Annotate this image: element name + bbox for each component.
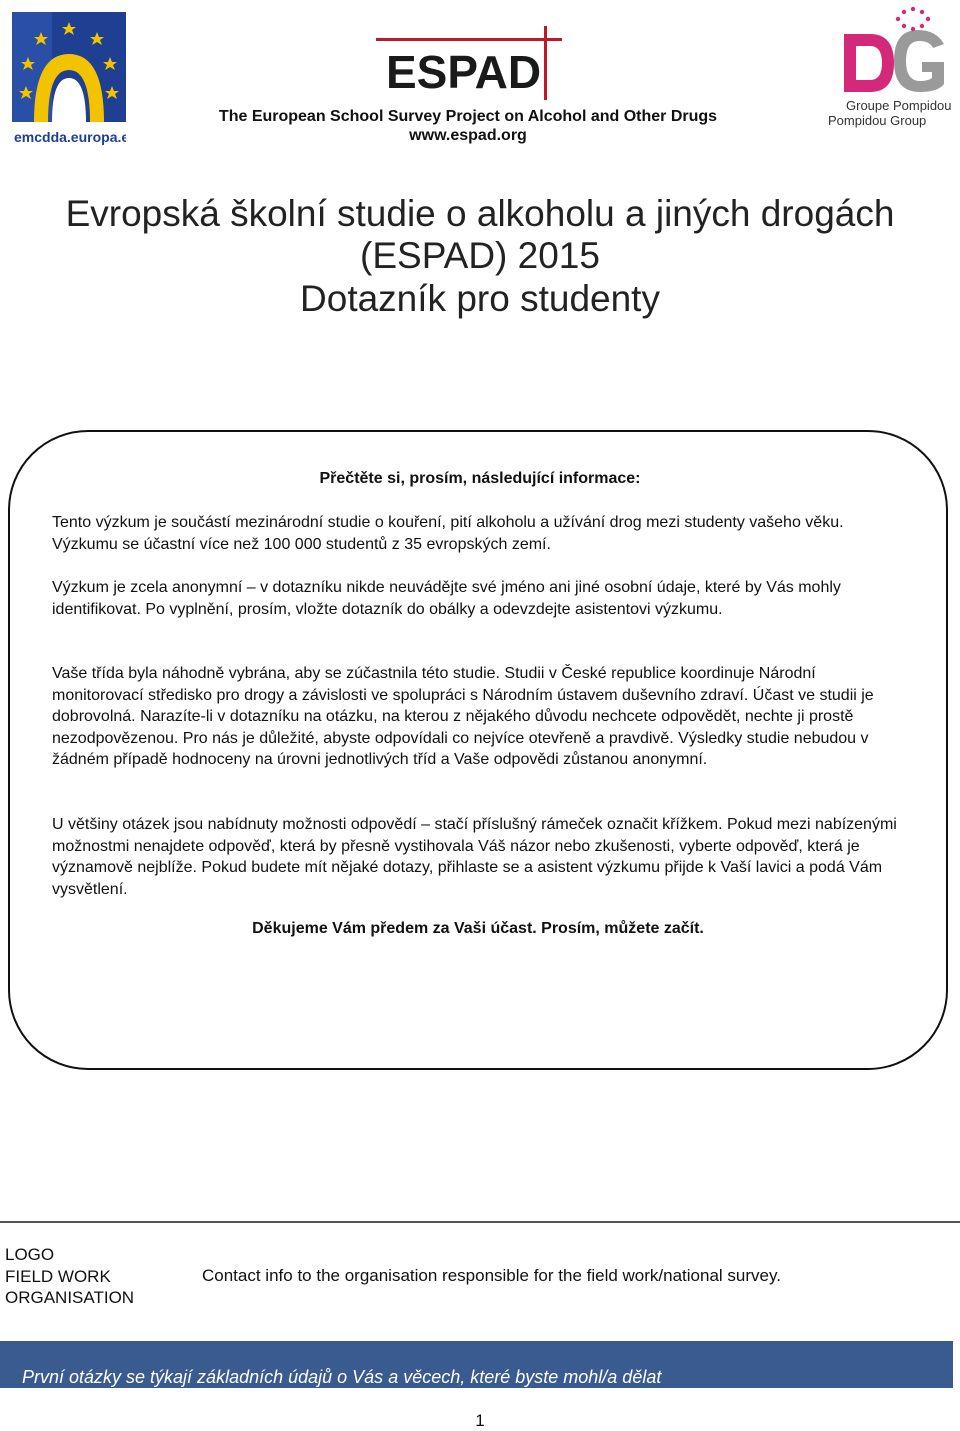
title-line-1: Evropská školní studie o alkoholu a jiných drogách (65, 193, 895, 234)
instructions-heading: Přečtěte si, prosím, následující informace: (319, 470, 641, 487)
espad-logo-text: ESPAD (386, 46, 542, 98)
espad-cross-icon (376, 26, 562, 100)
espad-logo (376, 26, 562, 100)
logo-line-2: FIELD WORK (5, 1266, 111, 1286)
contact-info: Contact info to the organisation responsible for the field work/national survey. (202, 1266, 781, 1285)
title-line-3: Dotazník pro studenty (300, 278, 660, 319)
closing-thanks: Děkujeme Vám předem za Vaši účast. Prosím, můžete začít. (252, 920, 704, 937)
instructions-paragraph-4: U většiny otázek jsou nabídnuty možnosti odpovědí – stačí příslušný rámeček označit křížkem. Pokud mezi nabízenými možnostmi nenajdete odpověď, která by přesně vystihovala Váš názor nebo zkušenosti, vyberte odpověď, která je významově nejblíže. Pokud budete mít nějaké dotazy, přihlaste se a asistent výzkumu přijde k Vaší lavici a podá Vám vysvětlení. (52, 816, 897, 898)
next-section-text: První otázky se týkají základních údajů o Vás a věcech, které byste mohl/a dělat (22, 1367, 662, 1387)
footer-divider (0, 1221, 960, 1223)
survey-url[interactable]: www.espad.org (409, 127, 527, 144)
logo-line-3: ORGANISATION (5, 1288, 135, 1307)
pompidou-line-1: Groupe Pompidou (846, 98, 952, 113)
logo-line-1: LOGO (5, 1245, 55, 1264)
survey-name: The European School Survey Project on Alcohol and Other Drugs (218, 108, 718, 125)
fieldwork-logo-placeholder (5, 1244, 134, 1309)
pompidou-line-2: Pompidou Group (828, 113, 927, 128)
next-section-band (0, 1341, 953, 1388)
emcdda-caption: emcdda.europa.eu (14, 129, 126, 145)
title-line-2: (ESPAD) 2015 (360, 235, 600, 276)
instructions-paragraph-3: Vaše třída byla náhodně vybrána, aby se zúčastnila této studie. Studii v České republice koordinuje Národní monitorovací středisko pro drogy a závislosti ve spolupráci s Národním ústavem duševního zdraví. Účast ve studii je dobrovolná. Narazíte-li v dotazníku na otázku, na kterou z nějakého důvodu nechcete odpovědět, nechte ji prostě nezodpovězenou. Pro nás je důležité, abyste odpovídali co nejvíce otevřeně a pravdivě. Výsledky studie nebudou v žádném případě hodnoceny na úrovni jednotlivých tříd a Vaše odpovědi zůstanou anonymní. (52, 665, 874, 768)
page-number: 1 (475, 1411, 485, 1430)
instructions-paragraph-2: Výzkum je zcela anonymní – v dotazníku nikde neuvádějte své jméno ani jiné osobní údaje, které by Vás mohly identifikovat. Po vyplnění, prosím, vložte dotazník do obálky a odevzdejte asistentovi výzkumu. (52, 579, 841, 618)
instructions-paragraph-1: Tento výzkum je součástí mezinárodní studie o kouření, pití alkoholu a užívání drog mezi studenty vašeho věku. Výzkumu se účastní více než 100 000 studentů z 35 evropských zemí. (52, 514, 844, 553)
